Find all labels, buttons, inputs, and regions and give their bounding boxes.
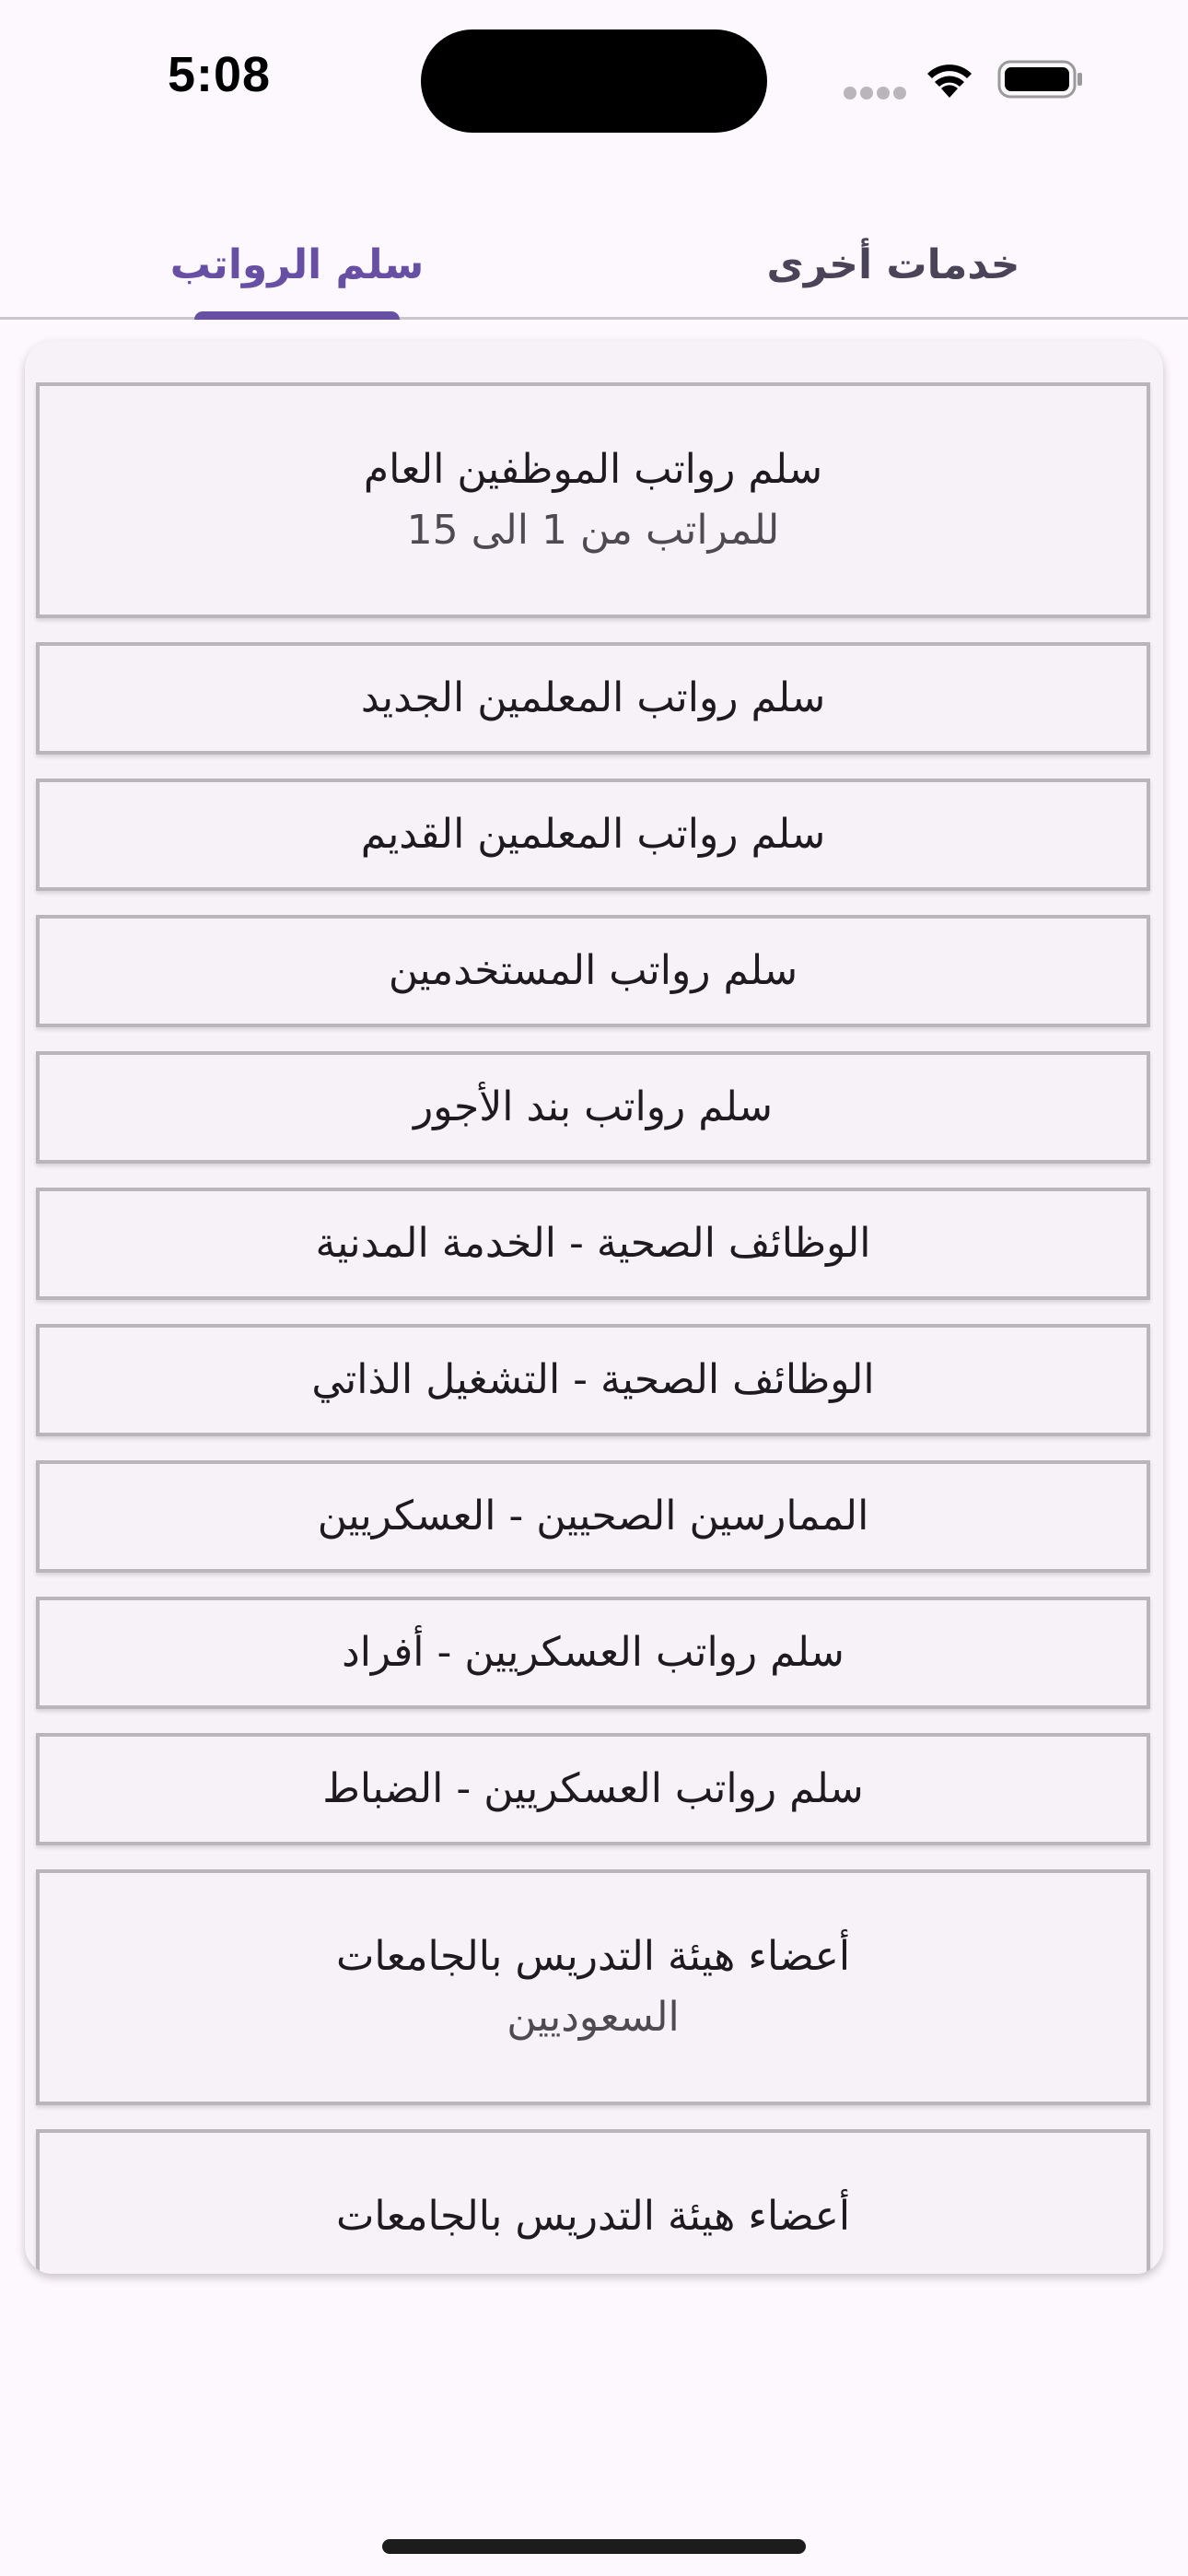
list-item-subtitle: السعوديين bbox=[507, 1994, 680, 2041]
list-item-title: سلم رواتب المستخدمين bbox=[388, 947, 798, 994]
list-item-title: أعضاء هيئة التدريس بالجامعات bbox=[335, 2193, 851, 2240]
list-item-university-faculty[interactable] bbox=[36, 2129, 1150, 2274]
tab-other-services[interactable] bbox=[737, 212, 1050, 317]
list-item-wages-item[interactable] bbox=[36, 1051, 1150, 1164]
list-item-title: الممارسين الصحيين - العسكريين bbox=[317, 1493, 869, 1540]
list-item-title: سلم رواتب المعلمين القديم bbox=[360, 811, 826, 858]
list-item-title: الوظائف الصحية - الخدمة المدنية bbox=[315, 1220, 871, 1267]
tab-bar bbox=[0, 212, 1188, 320]
list-item-title: سلم رواتب الموظفين العام bbox=[363, 446, 823, 493]
list-item-title: سلم رواتب المعلمين الجديد bbox=[360, 674, 826, 721]
status-time: 5:08 bbox=[168, 47, 272, 102]
list-item-teachers-old[interactable] bbox=[36, 779, 1150, 891]
signal-icon bbox=[843, 86, 907, 100]
list-item-general-employees[interactable] bbox=[36, 382, 1150, 618]
tab-label: خدمات أخرى bbox=[766, 240, 1020, 288]
list-item-teachers-new[interactable] bbox=[36, 642, 1150, 755]
list-item-health-self-operation[interactable] bbox=[36, 1324, 1150, 1436]
battery-icon bbox=[997, 59, 1084, 100]
salary-scale-list-card bbox=[25, 341, 1163, 2274]
list-item-military-officers[interactable] bbox=[36, 1733, 1150, 1845]
list-item-subtitle: للمراتب من 1 الى 15 bbox=[406, 507, 780, 554]
list-item-health-practitioners-military[interactable] bbox=[36, 1460, 1150, 1573]
list-item-title: الوظائف الصحية - التشغيل الذاتي bbox=[311, 1356, 875, 1403]
list-item-military-individuals[interactable] bbox=[36, 1597, 1150, 1709]
dynamic-island bbox=[421, 29, 767, 133]
tab-salary-scale[interactable] bbox=[147, 212, 447, 317]
list-item-title: أعضاء هيئة التدريس بالجامعات bbox=[335, 1933, 851, 1980]
salary-scale-list bbox=[36, 382, 1150, 2274]
tab-indicator bbox=[194, 311, 400, 320]
list-item-title: سلم رواتب العسكريين - الضباط bbox=[322, 1765, 864, 1812]
list-item-workers[interactable] bbox=[36, 915, 1150, 1027]
tab-label: سلم الرواتب bbox=[169, 240, 425, 288]
list-item-university-faculty-saudi[interactable] bbox=[36, 1869, 1150, 2105]
home-indicator[interactable] bbox=[382, 2539, 806, 2554]
list-item-title: سلم رواتب العسكريين - أفراد bbox=[342, 1629, 844, 1676]
wifi-icon bbox=[924, 61, 975, 100]
list-item-title: سلم رواتب بند الأجور bbox=[413, 1083, 773, 1130]
list-item-health-civil-service[interactable] bbox=[36, 1188, 1150, 1300]
status-bar bbox=[0, 0, 1188, 157]
